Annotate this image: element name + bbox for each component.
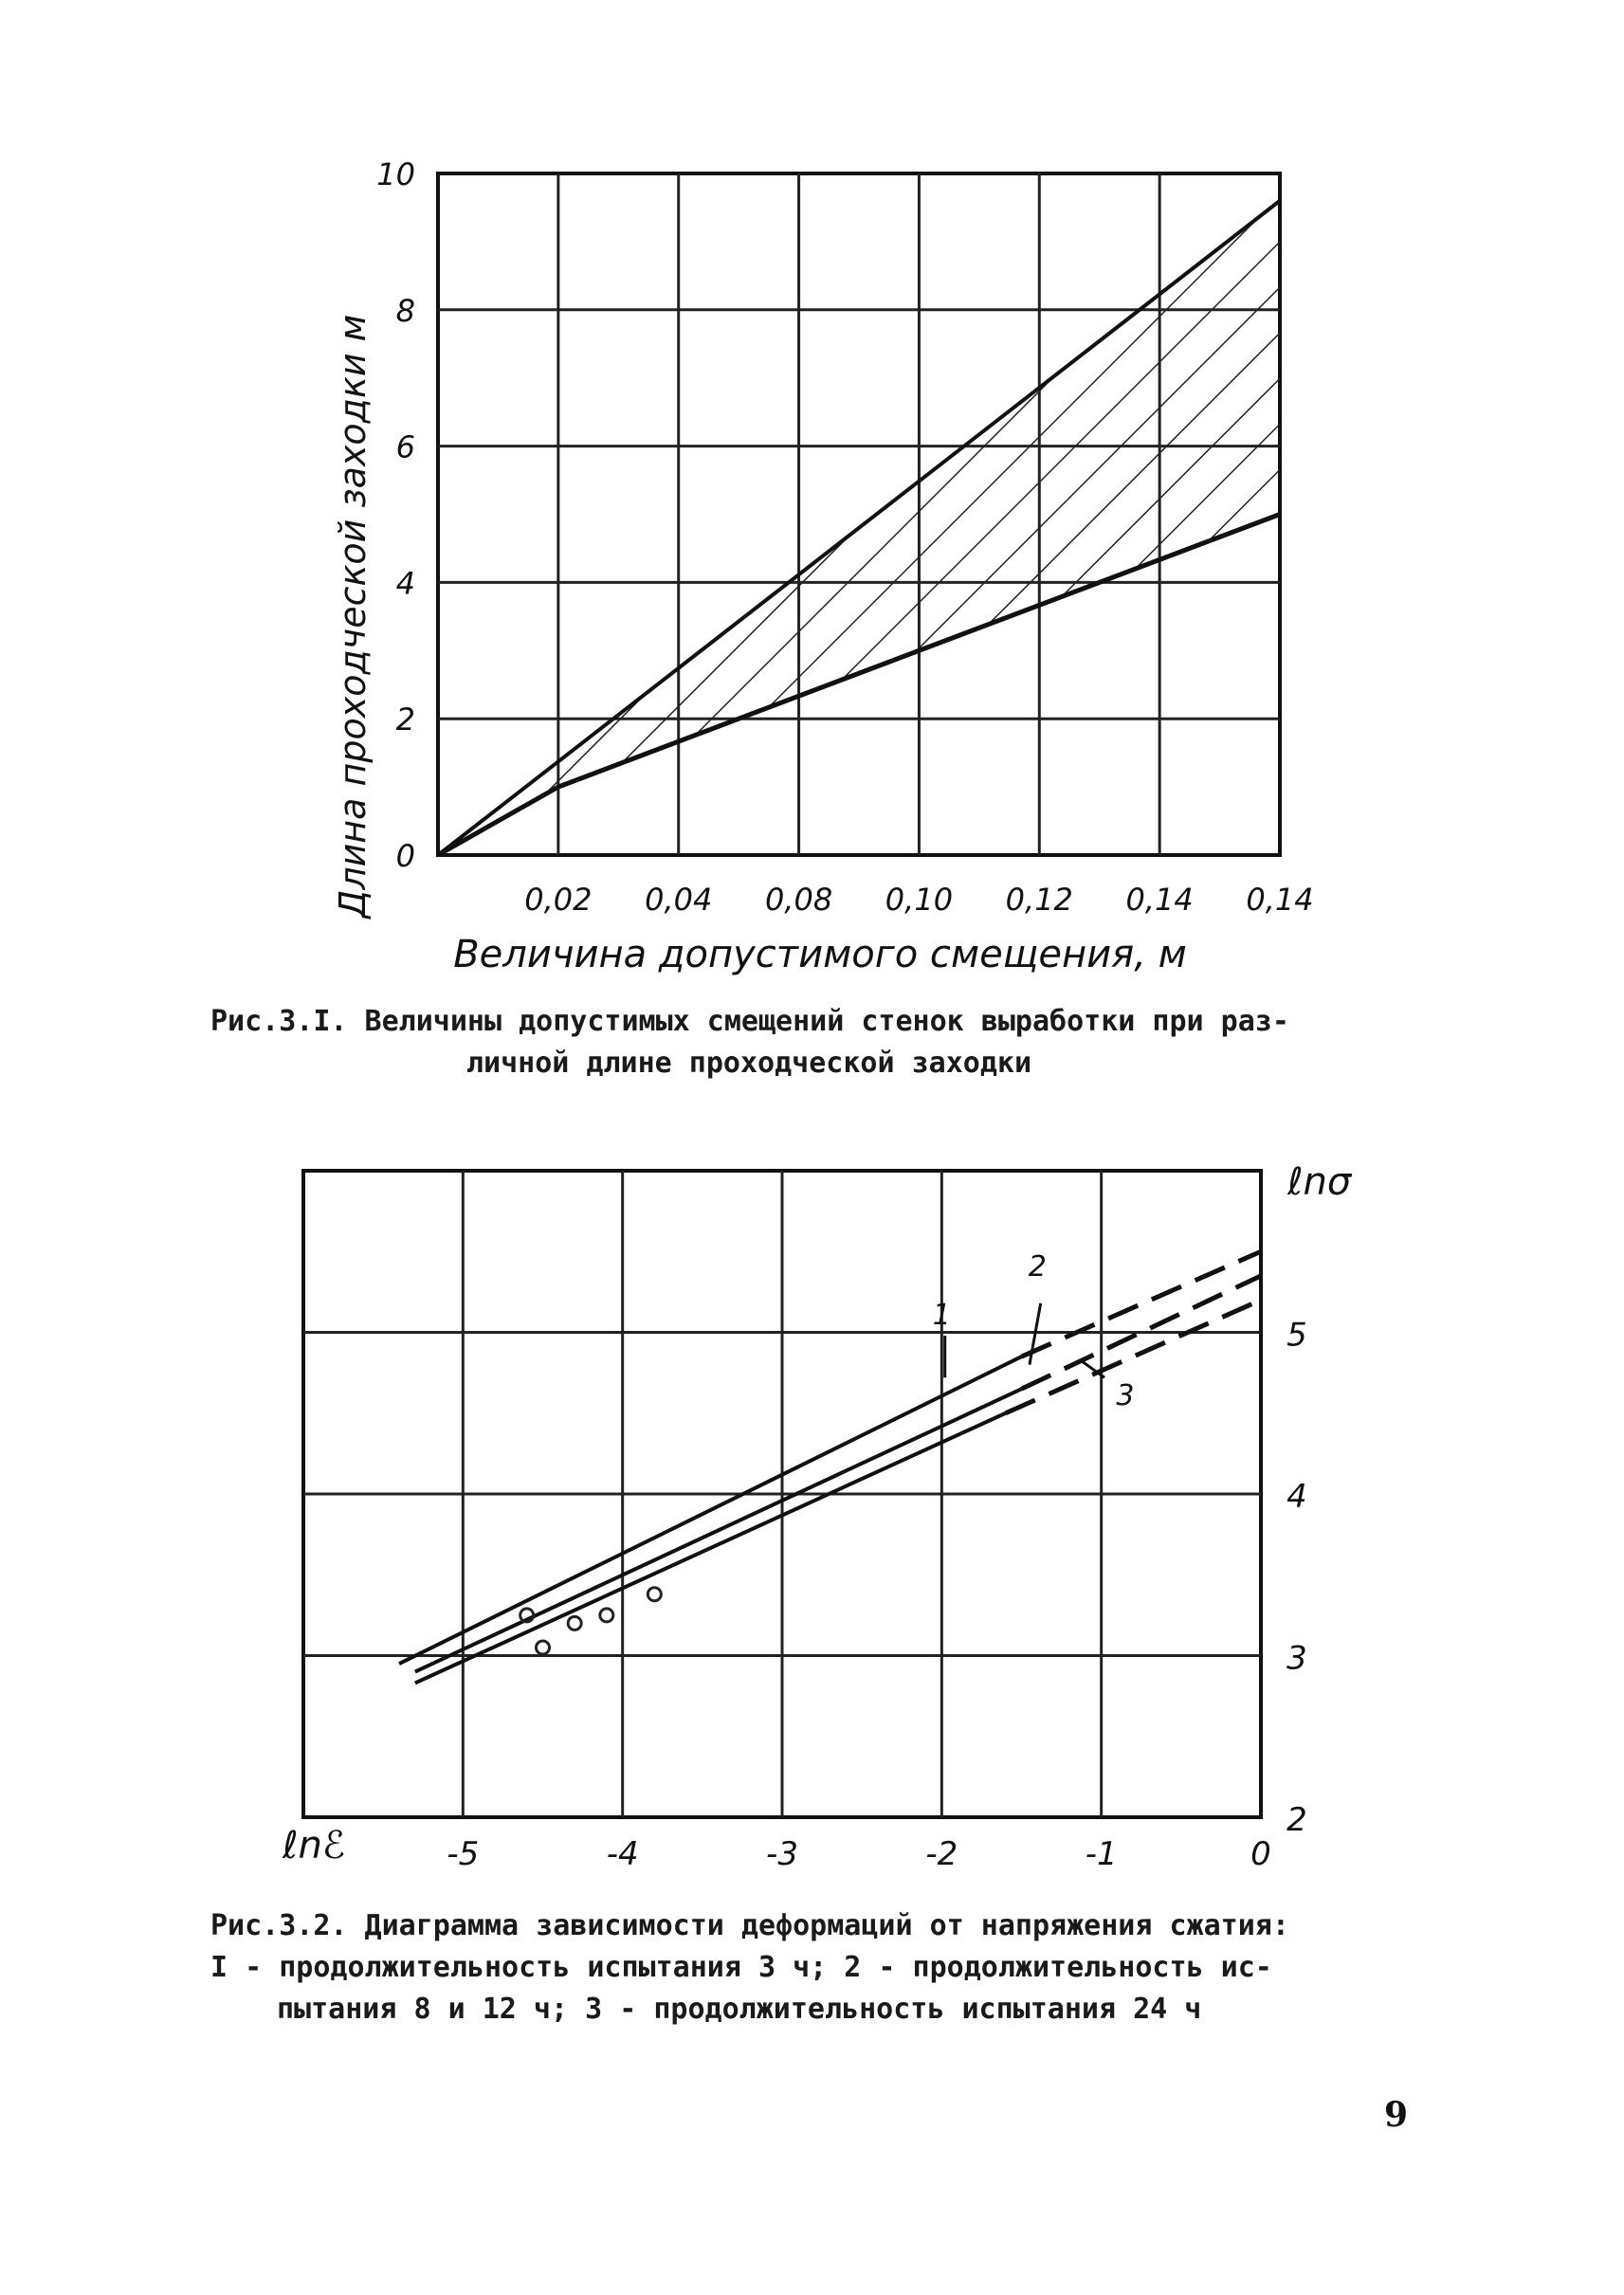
x-tick-label: 0,04 <box>645 882 713 918</box>
y-tick-label: 0 <box>395 838 415 874</box>
x-tick-label: 0,10 <box>885 882 954 918</box>
y-tick-label: 6 <box>395 428 415 465</box>
annotation-leader <box>1030 1303 1041 1365</box>
series-line-1 <box>399 1357 1022 1664</box>
x-tick-label: 0,02 <box>524 882 593 918</box>
data-point-marker <box>600 1609 613 1622</box>
figure-3-2-caption <box>210 1905 1443 2031</box>
caption-line: Рис.3.I. Величины допустимых смещений стенок выработки при раз- <box>210 1005 1289 1038</box>
x-tick-label: 0 <box>1250 1835 1271 1873</box>
figure-3-2-chart <box>275 1138 1394 1915</box>
y-tick-label: 10 <box>376 156 415 192</box>
caption-line: Рис.3.2. Диаграмма зависимости деформаций от напряжения сжатия: <box>210 1909 1289 1942</box>
x-tick-label: 0,14 <box>1246 882 1314 918</box>
series-line-3 <box>415 1413 1006 1684</box>
series-annotation: 3 <box>1116 1379 1135 1413</box>
series-line-2 <box>415 1389 1022 1671</box>
y-tick-label: 2 <box>1286 1801 1307 1839</box>
y-axis-label: Длина проходческой заходки м <box>332 314 374 919</box>
caption-line: I - продолжительность испытания 3 ч; 2 - продолжительность ис- <box>210 1951 1272 1984</box>
x-tick-label: 0,14 <box>1125 882 1194 918</box>
y-tick-label: 5 <box>1286 1316 1307 1355</box>
y-tick-label: 4 <box>1286 1478 1307 1516</box>
caption-line: личной длине проходческой заходки <box>466 1047 1032 1080</box>
series-annotation: 2 <box>1028 1249 1047 1284</box>
series-annotation: 1 <box>932 1298 951 1332</box>
caption-line: пытания 8 и 12 ч; 3 - продолжительность испытания 24 ч <box>277 1993 1202 2026</box>
series-extrapolation-1 <box>1022 1251 1262 1357</box>
x-tick-label: -3 <box>766 1835 798 1873</box>
data-point-marker <box>537 1641 550 1654</box>
x-axis-label: ℓnℰ <box>283 1824 346 1867</box>
y-tick-label: 4 <box>395 565 415 602</box>
x-tick-label: -2 <box>925 1835 958 1873</box>
data-point-marker <box>648 1588 661 1601</box>
x-tick-label: 0,12 <box>1005 882 1073 918</box>
page-number: 9 <box>1384 2095 1409 2135</box>
y-axis-label: ℓnσ <box>1287 1160 1352 1204</box>
x-axis-label: Величина допустимого смещения, м <box>453 933 1187 976</box>
x-tick-label: 0,08 <box>764 882 833 918</box>
x-tick-label: -4 <box>606 1835 639 1873</box>
data-point-marker <box>568 1616 581 1630</box>
figure-3-1-caption <box>210 1001 1443 1084</box>
figure-3-1-chart <box>284 142 1327 995</box>
y-tick-label: 2 <box>395 701 415 738</box>
y-tick-label: 3 <box>1286 1639 1307 1678</box>
x-tick-label: -5 <box>447 1835 480 1873</box>
x-tick-label: -1 <box>1085 1835 1118 1873</box>
y-tick-label: 8 <box>395 292 415 329</box>
